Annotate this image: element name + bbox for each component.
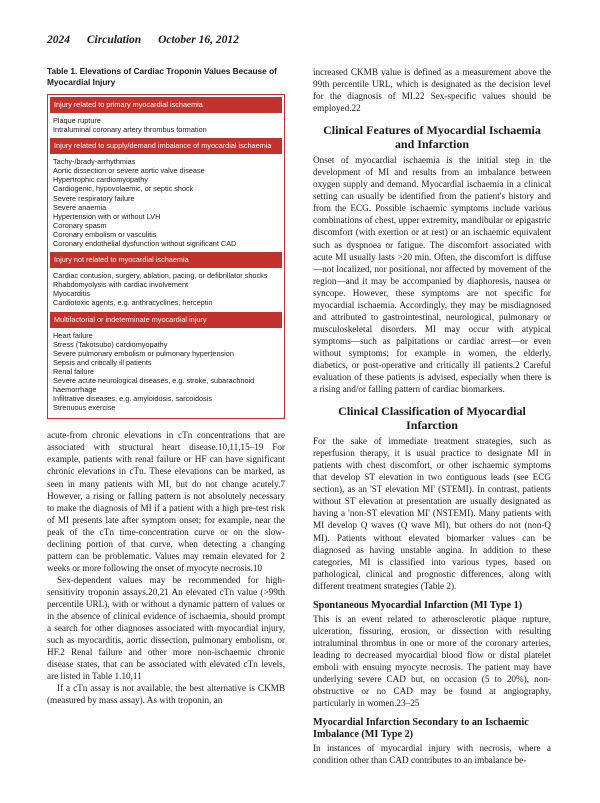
- table-item: Myocarditis: [53, 289, 90, 299]
- table-section-heading: Injury related to primary myocardial ischaemia: [50, 97, 282, 113]
- table-item: Rhabdomyolysis with cardiac involvement: [53, 280, 189, 290]
- table-item: Intraluminal coronary artery thrombus formation: [53, 125, 207, 135]
- table-section-list: [50, 271, 282, 307]
- right-column: [313, 66, 551, 766]
- table-item: Sepsis and critically ill patients: [53, 357, 152, 367]
- table-section-heading: Injury not related to myocardial ischaemia: [50, 252, 282, 268]
- troponin-table: [47, 94, 285, 419]
- table-item: Coronary embolism or vasculitis: [53, 229, 157, 239]
- running-header: [47, 34, 253, 46]
- section-heading: Clinical Classification of Myocardial Infarction: [338, 404, 526, 432]
- table-item: Heart failure: [53, 330, 93, 340]
- table-item: Severe acute neurological diseases, e.g. stroke, subarachnoid haemorrhage: [53, 375, 255, 395]
- left-column: [47, 66, 285, 706]
- table-section-list: [50, 157, 282, 248]
- paragraph: If a cTn assay is not available, the best alternative is CKMB (measured by mass assay). As with troponin, an: [47, 683, 285, 706]
- table-item: Hypertrophic cardiomyopathy: [53, 175, 148, 185]
- table-item: Tachy-/brady-arrhythmias: [53, 157, 136, 167]
- journal-name: Circulation: [86, 34, 142, 46]
- table-item: Cardiogenic, hypovolaemic, or septic shock: [53, 184, 194, 194]
- paragraph: acute-from chronic elevations in cTn concentrations that are associated with structural heart disease.10,11,15–19 For example, patients with renal failure or HF can have significant chronic elevations in cTn. These elevations can be marked, as seen in many patients with MI, but do not change acutely.7 However, a rising or falling pattern is not absolutely necessary to make the diagnosis of MI if a patient with a high pre-test risk of MI presents late after symptom onset; for example, near the peak of the cTn time-concentration curve or on the slow-declining portion of that curve, when detecting a changing pattern can be problematic. Values may remain elevated for 2 weeks or more following the onset of myocyte necrosis.10: [47, 430, 285, 573]
- table-item: Stress (Takotsubo) cardiomyopathy: [53, 339, 168, 349]
- table-section-heading: Multifactorial or indeterminate myocardial injury: [50, 312, 282, 328]
- table-item: Coronary spasm: [53, 220, 107, 230]
- table-item: Severe anaemia: [53, 202, 107, 212]
- table-section-heading: Injury related to supply/demand imbalance of myocardial ischaemia: [50, 138, 282, 154]
- paragraph: For the sake of immediate treatment strategies, such as reperfusion therapy, it is usual practice to designate MI in patients with chest discomfort, or other ischaemic symptoms that develop ST elevation in two contiguous leads (see ECG section), as an 'ST elevation MI' (STEMI). In contrast, patients without ST elevation at presentation are usually designated as having a 'non-ST elevation MI' (NSTEMI). Many patients with MI develop Q waves (Q wave MI), but others do not (non-Q MI). Patients without elevated biomarker values can be diagnosed as having unstable angina. In addition to these categories, MI is classified into various types, based on pathological, clinical and prognostic differences, along with different treatment strategies (Table 2).: [313, 436, 551, 591]
- subsection-heading: Myocardial Infarction Secondary to an Ischaemic Imbalance (MI Type 2): [313, 717, 529, 741]
- table-item: Severe respiratory failure: [53, 193, 135, 203]
- table-item: Aortic dissection or severe aortic valve disease: [53, 166, 205, 176]
- table-item: Cardiac contusion, surgery, ablation, pacing, or defibrillator shocks: [53, 271, 268, 281]
- paragraph: Onset of myocardial ischaemia is the initial step in the development of MI and results from an imbalance between oxygen supply and demand. Myocardial ischaemia in a clinical setting can usually be identified from the patient's history and from the ECG. Possible ischaemic symptoms include various combinations of chest, upper extremity, mandibular or epigastric discomfort (with exertion or at rest) or an ischaemic equivalent such as dyspnoea or fatigue. The discomfort associated with acute MI usually lasts >20 min. Often, the discomfort is diffuse—not localized, nor positional, nor affected by movement of the region—and it may be accompanied by diaphoresis, nausea or syncope. However, these symptoms are not specific for myocardial ischaemia. Accordingly, they may be misdiagnosed and attributed to gastrointestinal, neurological, pulmonary or musculoskeletal disorders. MI may occur with atypical symptoms—such as palpitations or cardiac arrest—or even without symptoms; for example in women, the elderly, diabetics, or post-operative and critically ill patients.2 Careful evaluation of these patients is advised, especially when there is a rising and/or falling pattern of cardiac biomarkers.: [313, 155, 551, 395]
- table-item: Cardiotoxic agents, e.g. anthracyclines, herceptin: [53, 298, 213, 308]
- subsection-heading: Spontaneous Myocardial Infarction (MI Type 1): [313, 599, 523, 611]
- page-number: 2024: [47, 34, 70, 46]
- table-item: Plaque rupture: [53, 116, 101, 125]
- table-item: Strenuous exercise: [53, 403, 116, 413]
- paragraph: In instances of myocardial injury with necrosis, where a condition other than CAD contributes to an imbalance be-: [313, 743, 551, 766]
- table-section-list: [50, 116, 282, 134]
- paragraph: This is an event related to atherosclerotic plaque rupture, ulceration, fissuring, erosion, or dissection with resulting intraluminal thrombus in one or more of the coronary arteries, leading to decreased myocardial blood flow or distal platelet emboli with ensuing myocyte necrosis. The patient may have underlying severe CAD but, on occasion (5 to 20%), non-obstructive or no CAD may be found at angiography, particularly in women.23–25: [313, 613, 551, 709]
- table-item: Hypertension with or without LVH: [53, 211, 161, 221]
- table-item: Infiltrative diseases, e.g. amyloidosis, sarcoidosis: [53, 394, 212, 404]
- section-heading: Clinical Features of Myocardial Ischaemia and Infarction: [323, 123, 541, 151]
- paragraph: increased CKMB value is defined as a measurement above the 99th percentile URL, which is designated as the decision level for the diagnosis of MI.22 Sex-specific values should be employed.22: [313, 67, 551, 114]
- table-section-list: [50, 331, 282, 413]
- table-item: Coronary endothelial dysfunction without significant CAD: [53, 239, 237, 249]
- issue-date: October 16, 2012: [158, 34, 239, 46]
- left-body: [47, 429, 285, 706]
- table-item: Renal failure: [53, 366, 94, 376]
- table-item: Severe pulmonary embolism or pulmonary hypertension: [53, 348, 234, 358]
- paragraph: Sex-dependent values may be recommended for high-sensitivity troponin assays.20,21 An elevated cTn value (>99th percentile URL), with or without a dynamic pattern of values or in the absence of clinical evidence of ischaemia, should prompt a search for other diagnoses associated with myocardial injury, such as myocarditis, aortic dissection, pulmonary embolism, or HF.2 Renal failure and other more non-ischaemic chronic disease states, that can be associated with elevated cTn levels, are listed in Table 1.10,11: [47, 574, 285, 682]
- table-title: Table 1. Elevations of Cardiac Troponin Values Because of Myocardial Injury: [47, 66, 277, 87]
